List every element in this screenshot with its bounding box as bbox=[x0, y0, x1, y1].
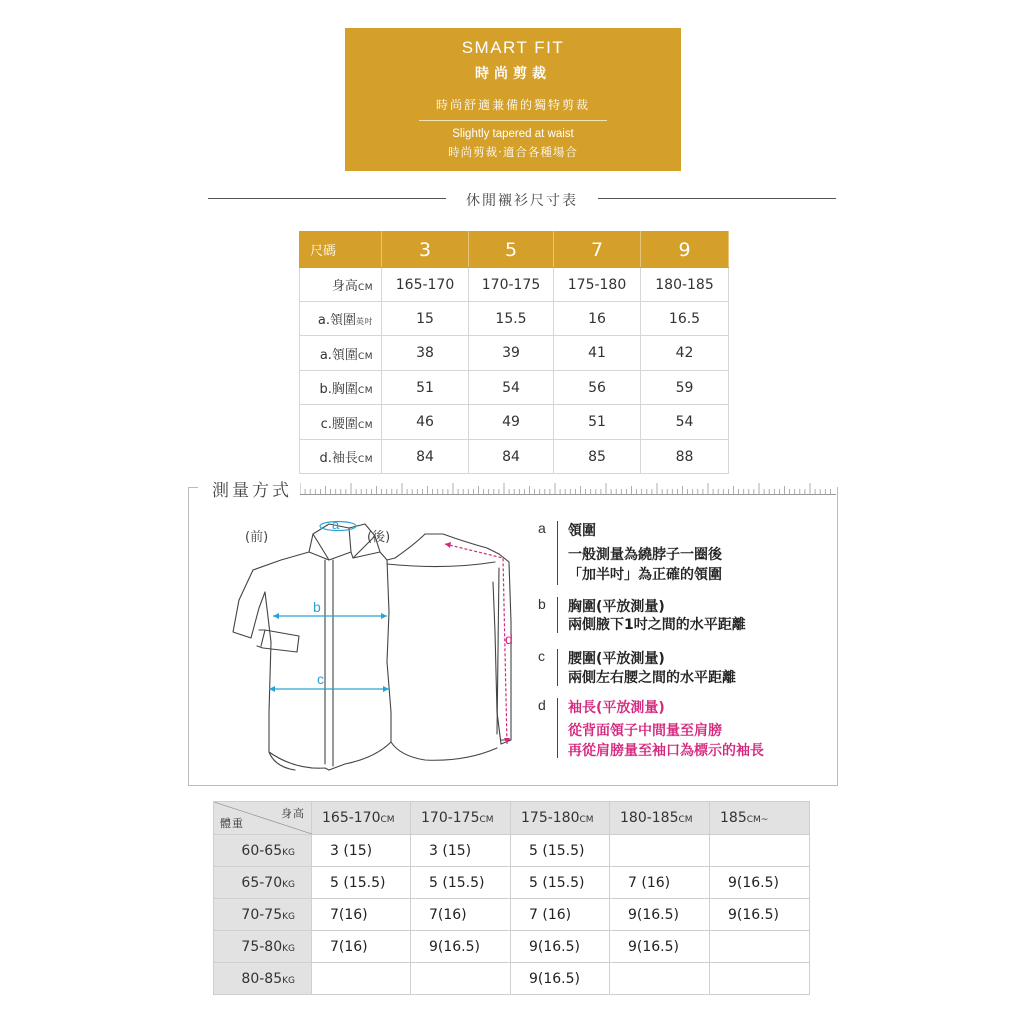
size-chart-heading bbox=[208, 187, 836, 211]
size-value-cell: 16.5 bbox=[641, 302, 729, 336]
legend-text-c: 腰圍(平放測量) bbox=[568, 651, 665, 667]
height-header-cell bbox=[710, 802, 810, 835]
front-shirt-outline bbox=[233, 524, 391, 770]
size-value-cell: 85 bbox=[554, 440, 641, 474]
size-value-cell: 51 bbox=[554, 405, 641, 440]
height-unit: CM~ bbox=[746, 815, 769, 825]
size-value-cell: 46 bbox=[382, 405, 469, 440]
height-value: 185 bbox=[720, 810, 747, 826]
recommended-size-cell bbox=[610, 963, 710, 995]
diagram-letter-d: d bbox=[505, 631, 513, 647]
size-row-unit: CM bbox=[357, 420, 373, 431]
size-row-label-text: a.領圍 bbox=[319, 347, 358, 363]
banner-subtitle: 時尚舒適兼備的獨特剪裁 bbox=[435, 98, 590, 112]
front-label: (前) bbox=[245, 530, 269, 545]
size-row bbox=[300, 371, 729, 405]
weight-value: 80-85 bbox=[241, 970, 283, 987]
recommended-size-cell bbox=[710, 963, 810, 995]
size-header-label: 尺碼 bbox=[300, 232, 382, 268]
weight-row-label bbox=[214, 867, 312, 899]
height-unit: CM bbox=[579, 815, 594, 825]
legend-text-d: 再從肩膀量至袖口為標示的袖長 bbox=[568, 743, 764, 759]
recommended-size-cell: 5 (15.5) bbox=[511, 835, 610, 867]
size-row-unit: CM bbox=[357, 283, 373, 293]
legend-text-a: 「加半吋」為正確的領圍 bbox=[568, 567, 722, 583]
legend-text-a: 一般測量為繞脖子一圈後 bbox=[568, 547, 722, 563]
size-row-unit: CM bbox=[357, 386, 373, 396]
measure-title: 測量方式 bbox=[208, 476, 296, 501]
height-header-cell bbox=[511, 802, 610, 835]
recommended-size-cell: 5 (15.5) bbox=[511, 867, 610, 899]
weight-row bbox=[214, 867, 810, 899]
size-value-cell: 41 bbox=[554, 336, 641, 371]
size-row bbox=[300, 302, 729, 336]
size-row-label-text: d.袖長 bbox=[319, 451, 358, 466]
height-header-cell bbox=[610, 802, 710, 835]
legend-letter-b: b bbox=[538, 596, 546, 612]
recommended-size-cell bbox=[610, 835, 710, 867]
size-row-label bbox=[300, 302, 382, 336]
size-value-cell: 15.5 bbox=[469, 302, 554, 336]
recommended-size-cell: 9(16.5) bbox=[511, 963, 610, 995]
banner-title: SMART FIT bbox=[461, 38, 565, 57]
height-value: 175-180 bbox=[521, 810, 580, 826]
legend-letter-a: a bbox=[538, 520, 546, 536]
size-value-cell: 51 bbox=[382, 371, 469, 405]
weight-unit: KG bbox=[282, 943, 295, 954]
legend-bar-c bbox=[557, 649, 558, 686]
size-header-cell: 7 bbox=[554, 232, 641, 268]
size-row-label bbox=[300, 405, 382, 440]
recommended-size-cell: 7(16) bbox=[411, 899, 511, 931]
weight-unit: KG bbox=[282, 847, 295, 858]
recommended-size-cell: 9(16.5) bbox=[511, 931, 610, 963]
weight-row bbox=[214, 835, 810, 867]
legend-letter-c: c bbox=[538, 648, 545, 664]
size-value-cell: 15 bbox=[382, 302, 469, 336]
legend-text-c: 兩側左右腰之間的水平距離 bbox=[568, 670, 736, 686]
height-unit: CM bbox=[479, 815, 494, 825]
banner-desc-zh: 時尚剪裁‧適合各種場合 bbox=[448, 145, 578, 159]
legend-text-d: 袖長(平放測量) bbox=[568, 700, 665, 716]
diagram-letter-c: c bbox=[317, 671, 324, 687]
size-row bbox=[300, 405, 729, 440]
banner-divider bbox=[419, 120, 607, 121]
size-row-label-text: 身高 bbox=[331, 279, 358, 294]
size-chart-title: 休閒襯衫尺寸表 bbox=[466, 193, 578, 209]
height-value: 180-185 bbox=[620, 810, 679, 826]
banner-title-zh: 時尚剪裁 bbox=[475, 66, 551, 82]
recommended-size-cell: 7 (16) bbox=[610, 867, 710, 899]
legend-bar-b bbox=[557, 597, 558, 633]
size-value-cell: 42 bbox=[641, 336, 729, 371]
size-value-cell: 88 bbox=[641, 440, 729, 474]
diagram-letter-b: b bbox=[313, 599, 321, 615]
size-value-cell: 39 bbox=[469, 336, 554, 371]
measure-box-top-edge bbox=[188, 487, 198, 488]
size-value-cell: 54 bbox=[469, 371, 554, 405]
size-value-cell: 54 bbox=[641, 405, 729, 440]
recommended-size-cell bbox=[411, 963, 511, 995]
legend-text-d: 從背面領子中間量至肩膀 bbox=[568, 723, 722, 739]
diagram-letter-a: a bbox=[332, 517, 340, 532]
height-weight-table bbox=[213, 801, 810, 995]
size-value-cell: 84 bbox=[469, 440, 554, 474]
size-row-unit: CM bbox=[357, 351, 373, 362]
height-value: 165-170 bbox=[322, 810, 381, 826]
size-row-label bbox=[300, 440, 382, 474]
size-header-cell: 5 bbox=[469, 232, 554, 268]
size-value-cell: 56 bbox=[554, 371, 641, 405]
size-value-cell: 38 bbox=[382, 336, 469, 371]
weight-row-label bbox=[214, 963, 312, 995]
weight-row bbox=[214, 931, 810, 963]
weight-corner-cell bbox=[214, 802, 312, 835]
size-row-label bbox=[300, 371, 382, 405]
weight-row bbox=[214, 899, 810, 931]
size-row bbox=[300, 440, 729, 474]
legend-text-b: 兩側腋下1吋之間的水平距離 bbox=[568, 617, 746, 633]
weight-value: 65-70 bbox=[241, 874, 283, 891]
size-value-cell: 16 bbox=[554, 302, 641, 336]
legend-letter-d: d bbox=[538, 697, 546, 713]
recommended-size-cell: 7(16) bbox=[312, 899, 411, 931]
weight-unit: KG bbox=[282, 879, 295, 890]
size-header-cell: 9 bbox=[641, 232, 729, 268]
height-header-cell bbox=[312, 802, 411, 835]
weight-unit: KG bbox=[282, 975, 295, 986]
size-row-unit: CM bbox=[357, 455, 373, 465]
recommended-size-cell: 7 (16) bbox=[511, 899, 610, 931]
waist-measure-c bbox=[269, 686, 389, 692]
recommended-size-cell: 9(16.5) bbox=[610, 899, 710, 931]
chest-measure-b bbox=[273, 613, 387, 619]
legend-text-b: 胸圍(平放測量) bbox=[568, 599, 665, 615]
smart-fit-banner bbox=[345, 28, 681, 171]
recommended-size-cell: 9(16.5) bbox=[710, 899, 810, 931]
height-value: 170-175 bbox=[421, 810, 480, 826]
recommended-size-cell: 3 (15) bbox=[312, 835, 411, 867]
size-header-cell: 3 bbox=[382, 232, 469, 268]
corner-weight-label: 體重 bbox=[220, 817, 244, 830]
size-value-cell: 59 bbox=[641, 371, 729, 405]
recommended-size-cell: 9(16.5) bbox=[710, 867, 810, 899]
recommended-size-cell bbox=[710, 931, 810, 963]
size-value-cell: 180-185 bbox=[641, 268, 729, 302]
recommended-size-cell: 9(16.5) bbox=[610, 931, 710, 963]
size-row-label bbox=[300, 336, 382, 371]
recommended-size-cell bbox=[710, 835, 810, 867]
size-row-label-text: c.腰圍 bbox=[320, 416, 358, 432]
size-value-cell: 165-170 bbox=[382, 268, 469, 302]
legend-bar-d bbox=[557, 698, 558, 758]
height-unit: CM bbox=[678, 815, 693, 825]
size-row bbox=[300, 268, 729, 302]
size-header-row bbox=[300, 232, 729, 268]
recommended-size-cell: 5 (15.5) bbox=[312, 867, 411, 899]
recommended-size-cell: 7(16) bbox=[312, 931, 411, 963]
back-label: (後) bbox=[367, 530, 391, 545]
weight-row-label bbox=[214, 931, 312, 963]
banner-desc-en: Slightly tapered at waist bbox=[452, 128, 574, 140]
size-value-cell: 49 bbox=[469, 405, 554, 440]
weight-header-row bbox=[214, 802, 810, 835]
size-row-label-text: b.胸圍 bbox=[319, 382, 358, 397]
shirt-diagram bbox=[225, 512, 525, 782]
size-value-cell: 170-175 bbox=[469, 268, 554, 302]
size-table bbox=[299, 231, 729, 474]
recommended-size-cell: 9(16.5) bbox=[411, 931, 511, 963]
size-value-cell: 175-180 bbox=[554, 268, 641, 302]
legend-text-a: 領圍 bbox=[568, 523, 596, 539]
size-row-label-text: a.領圍 bbox=[317, 313, 356, 328]
weight-value: 70-75 bbox=[241, 906, 283, 923]
weight-value: 60-65 bbox=[241, 842, 283, 859]
recommended-size-cell: 3 (15) bbox=[411, 835, 511, 867]
collar-measure-a bbox=[320, 517, 356, 532]
back-shirt-outline bbox=[387, 534, 511, 760]
ruler-graphic bbox=[300, 481, 836, 495]
size-row-label bbox=[300, 268, 382, 302]
weight-value: 75-80 bbox=[241, 938, 283, 955]
weight-row-label bbox=[214, 899, 312, 931]
legend-bar-a bbox=[557, 521, 558, 585]
size-value-cell: 84 bbox=[382, 440, 469, 474]
weight-unit: KG bbox=[282, 911, 295, 922]
height-unit: CM bbox=[380, 815, 395, 825]
recommended-size-cell: 5 (15.5) bbox=[411, 867, 511, 899]
sleeve-measure-d bbox=[445, 542, 510, 744]
size-row bbox=[300, 336, 729, 371]
weight-row bbox=[214, 963, 810, 995]
size-row-unit: 英吋 bbox=[356, 317, 373, 326]
weight-row-label bbox=[214, 835, 312, 867]
recommended-size-cell bbox=[312, 963, 411, 995]
corner-height-label: 身高 bbox=[281, 807, 305, 820]
height-header-cell bbox=[411, 802, 511, 835]
